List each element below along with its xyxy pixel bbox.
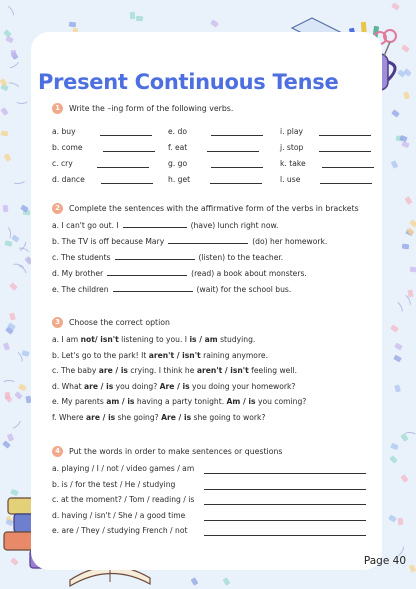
answer-blank[interactable] [123,220,187,228]
sentence-text: a. I am [52,335,81,344]
verb-item [168,124,263,136]
verb-grid [52,124,372,188]
confetti-piece [394,343,403,351]
sentence-line [52,381,295,393]
answer-line[interactable] [204,489,366,490]
option-choice[interactable]: are / is [84,381,114,391]
section-number-badge: 1 [52,103,63,114]
answer-blank[interactable] [97,160,149,168]
sentence-text: she going? [115,412,162,422]
confetti-piece [408,565,415,573]
answer-blank[interactable] [107,268,187,276]
confetti-piece [7,433,14,441]
verb-label: f. eat [168,143,188,152]
sentence-line [52,365,297,377]
confetti-piece [388,515,397,523]
answer-blank[interactable] [319,128,371,136]
confetti-piece [3,204,9,212]
sentence-line [52,252,283,264]
section-number-badge: 3 [52,317,63,328]
option-choice[interactable]: aren't / isn't [196,366,249,375]
page-title: Present Continuous Tense [38,70,339,94]
sentence-text: you coming? [255,397,307,406]
sentence-text: you doing? [113,381,160,391]
section-2 [52,202,372,300]
verb-item [168,140,259,152]
confetti-piece [130,11,135,18]
sentence-end: (read) a book about monsters. [191,269,307,278]
confetti-piece [394,385,401,393]
sentence-line [52,268,307,280]
sentence-line [52,334,255,346]
confetti-piece [210,19,219,27]
answer-blank[interactable] [319,144,371,152]
confetti-piece [398,518,404,525]
confetti-swirl [5,55,21,69]
section-instruction: Write the –ing form of the following verbs. [69,103,234,113]
sentence-line [52,220,278,232]
confetti-piece [393,355,402,363]
answer-blank[interactable] [211,160,263,168]
sentence-text: having a party tonight. [134,397,227,406]
option-choice[interactable]: Are / is [161,412,192,422]
confetti-piece [409,266,416,272]
sentence-start: c. The students [52,253,111,262]
option-choice[interactable]: not/ isn't [80,335,119,344]
sentence-line [52,396,306,408]
page-number: Page 40 [363,555,406,567]
confetti-swirl [2,4,16,20]
confetti-swirl [5,81,21,93]
sentence-text: f. Where [52,412,86,422]
confetti-piece [10,282,18,290]
verb-item [280,140,371,152]
verb-label: k. take [280,159,306,168]
answer-blank[interactable] [322,160,374,168]
confetti-piece [391,160,399,169]
verb-label: g. go [168,159,188,168]
verb-label: e. do [168,127,187,136]
verb-label: c. cry [52,159,73,168]
section-instruction: Put the words in order to make sentences or questions [69,446,283,456]
confetti-piece [3,441,12,449]
answer-blank[interactable] [320,176,372,184]
sentence-start: a. I can't go out. I [52,221,119,230]
sentence-text: raining anymore. [200,350,268,360]
sentence-start: b. The TV is off because Mary [52,237,165,246]
confetti-swirl [12,175,27,185]
confetti-piece [0,107,8,116]
confetti-swirl [403,431,416,440]
word-order-item: a. playing / I / not / video games / am [52,464,195,473]
sentence-line [52,350,268,362]
sentence-line [52,412,265,424]
confetti-piece [391,109,400,117]
verb-item [280,124,371,136]
confetti-piece [409,219,416,228]
answer-blank[interactable] [210,176,262,184]
verb-item [168,156,263,168]
sentence-text: listening to you. I [118,335,190,344]
verb-label: j. stop [280,143,304,152]
answer-blank[interactable] [101,176,153,184]
verb-label: a. buy [52,127,76,136]
confetti-swirl [15,96,29,104]
sentence-end: (have) lunch right now. [190,221,279,230]
section-instruction: Choose the correct option [69,317,170,327]
sentence-text: studying. [217,335,256,344]
sentence-text: c. The baby [52,366,99,375]
sentence-line [52,236,327,248]
confetti-piece [9,313,16,321]
sentence-end: (wait) for the school bus. [196,285,292,294]
section-3 [52,316,372,430]
confetti-piece [0,130,8,136]
verb-item [280,156,374,168]
answer-blank[interactable] [168,236,248,244]
confetti-piece [389,455,398,463]
confetti-piece [10,50,16,58]
verb-label: d. dance [52,175,85,184]
verb-label: h. get [168,175,191,184]
sentence-text: b. Let's go to the park! It [52,350,149,360]
option-choice[interactable]: Am / is [226,397,256,406]
answer-line[interactable] [204,520,366,521]
confetti-piece [405,196,413,205]
confetti-swirl [7,415,23,430]
verb-item [168,172,262,184]
confetti-piece [135,16,142,22]
confetti-piece [14,391,23,399]
section-number-badge: 2 [52,203,63,214]
confetti-piece [4,394,12,403]
confetti-piece [191,578,199,587]
confetti-piece [401,141,409,148]
section-number-badge: 4 [52,446,63,457]
word-order-item: d. having / isn't / She / a good time [52,510,186,520]
verb-label: i. play [280,127,304,136]
option-choice[interactable]: is / am [189,335,218,344]
confetti-piece [401,244,409,250]
verb-item [52,172,153,184]
confetti-swirl [2,380,16,388]
answer-blank[interactable] [113,284,193,292]
confetti-piece [5,240,13,246]
answer-line[interactable] [204,473,366,474]
sentence-text: you doing your homework? [189,381,296,391]
answer-line[interactable] [204,504,366,505]
sentence-text: crying. I think he [127,366,197,375]
confetti-swirl [13,264,29,280]
option-choice[interactable]: are / is [98,366,128,375]
option-choice[interactable]: aren't / isn't [148,350,201,360]
answer-line[interactable] [204,535,366,536]
sentence-text: she going to work? [191,412,266,422]
sentence-end: (listen) to the teacher. [198,253,284,262]
option-choice[interactable]: are / is [85,412,116,422]
confetti-piece [390,324,399,332]
answer-blank[interactable] [207,144,259,152]
confetti-piece [223,577,231,586]
confetti-piece [400,475,408,484]
confetti-piece [3,29,12,37]
option-choice[interactable]: Are / is [159,381,190,391]
sentence-text: feeling well. [248,366,297,375]
word-order-item: c. at the moment? / Tom / reading / is [52,495,195,504]
answer-blank[interactable] [103,144,155,152]
verb-item [52,124,152,136]
confetti-piece [4,153,12,162]
answer-blank[interactable] [211,128,263,136]
sentence-start: d. My brother [52,269,104,278]
verb-item [280,172,372,184]
confetti-swirl [2,225,12,240]
verb-item [52,140,155,152]
section-1 [52,102,372,188]
confetti-piece [21,350,29,357]
sentence-line [52,284,291,296]
word-order-item: b. is / for the test / He / studying [52,479,176,489]
verb-label: b. come [52,143,83,152]
section-4 [52,445,372,543]
confetti-piece [69,21,77,27]
confetti-piece [18,383,27,391]
option-choice[interactable]: am / is [106,397,135,406]
word-order-item: e. are / They / studying French / not [52,526,188,535]
verb-label: l. use [280,175,301,184]
confetti-piece [391,443,399,450]
answer-blank[interactable] [100,128,152,136]
answer-blank[interactable] [115,252,195,260]
confetti-piece [5,36,13,44]
sentence-end: (do) her homework. [252,237,328,246]
verb-item [52,156,149,168]
confetti-piece [3,342,10,350]
sentence-start: e. The children [52,285,109,294]
sentence-text: e. My parents [52,397,107,406]
section-instruction: Complete the sentences with the affirmative form of the verbs in brackets [69,203,359,213]
sentence-text: d. What [52,381,85,391]
